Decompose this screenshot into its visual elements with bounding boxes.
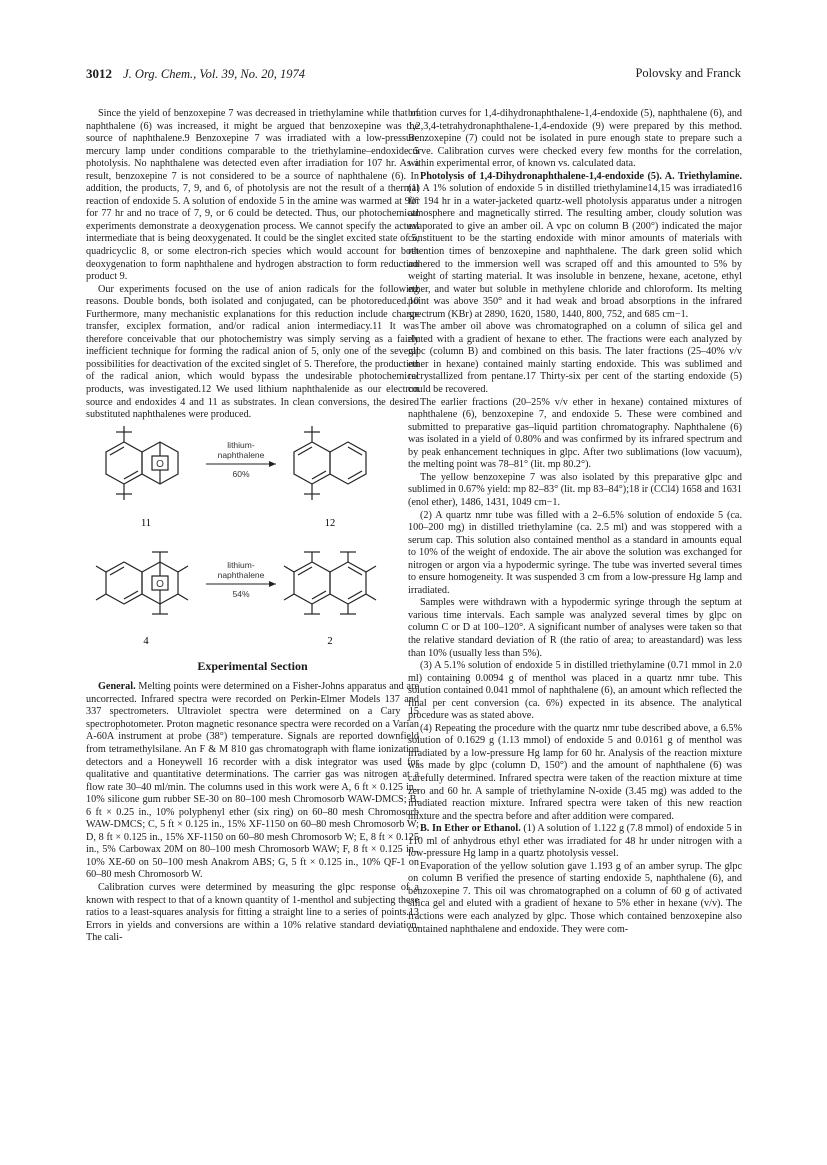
paragraph: Since the yield of benzoxepine 7 was decreased in triethylamine while that of naphthalene (6) was increased, it might be argued that benzoxepine was the source of naphthalene.9 Benzoxepine 7 was irradiated with a low-pressure mercury lamp under conditions comparable to the triethylamine–endoxide 5 photolysis. No naphthalene was detected even after irradiation for 107 hr. As a result, benzoxepine 7 is not considered to be a source of naphthalene (6). In addition, the products, 7, 9, and 6, of photolysis are not the result of a thermal reaction of endoxide 5. A solution of endoxide 5 in the amine was warmed at 90° for 77 hr and no trace of 7, 9, or 6 could be detected. Thus, our photochemical experiments demonstrate a deoxygenation process. We cannot specify the actual intermediate that is being deoxygenated. It could be the singlet excited state of 5, quadricyclic 8, or some electron-rich species which would account for both deoxygenation to form naphthalene and hydrogen abstraction to form reduction product 9. [86,108,419,283]
photolysis-lead: Photolysis of 1,4-Dihydronaphthalene-1,4-endoxide (5). A. Triethylamine. [420,170,742,182]
photolysis-body: (1) A 1% solution of endoxide 5 in distilled triethylamine14,15 was irradiated16 for 194 hr in a water-jacketed quartz-well photolysis apparatus under a nitrogen atmosphere and magnetically stirred. The resulting amber, cloudy solution was evaporated to give an amber oil. A vpc on column B (200°) indicated the major constituent to be the starting endoxide with minor amounts of materials with retention times of benzoxepine and naphthalene. The dark green solid which adhered to the immersion well was scraped off and this amounted to 5% by weight of starting material. It was insoluble in benzene, hexane, acetone, ethyl ether, and water but soluble in methylene chloride and chloroform. Its melting point was above 350° and it had weak and broad absorptions in the infrared spectrum (KBr) at 2890, 1620, 1580, 1440, 800, 752, and 685 cm−1. [408,183,742,320]
paragraph: The yellow benzoxepine 7 was also isolated by this preparative glpc and sublimed in 0.67% yield: mp 82–83° (lit. mp 83–84°);18 ir (CCl4) 1658 and 1631 (enol ether), 1486, 1431, 1049 cm−1. [408,471,742,508]
paragraph: (4) Repeating the procedure with the quartz nmr tube described above, a 6.5% solution of 0.1629 g (1.13 mmol) of endoxide 5 and 0.0161 g of menthol was irradiated by a low-pressure Hg lamp for 60 hr. Analysis of the reaction mixture was made by glpc (column D, 150°) and the amount of naphthalene (6) was carefully determined. Infrared spectra were taken of the reaction mixture at time zero and 60 hr. A sample of triethylamine N-oxide (3.45 mg) was added to the irradiated reaction mixture. Infrared spectra were taken of this new reaction mixture and the spectra before and after addition were compared. [408,722,742,822]
paragraph: bration curves for 1,4-dihydronaphthalene-1,4-endoxide (5), naphthalene (6), and 1,2,3,4-tetrahydronaphthalene-1,4-endoxide (9) were prepared by this method. Benzoxepine (7) could not be isolated in pure enough state to prepare such a curve. Calibration curves were checked every few months for the correlation, within experimental error, of known vs. calculated data. [408,108,742,170]
journal-citation: J. Org. Chem., Vol. 39, No. 20, 1974 [123,67,305,81]
arrow-head [269,581,276,587]
paragraph: (2) A quartz nmr tube was filled with a 2–6.5% solution of endoxide 5 (ca. 100–200 mg) in distilled triethylamine (ca. 2.5 ml) and was stoppered with a serum cap. This solution also contained menthol as a standard in amounts equal to 10% of the weight of endoxide. The air above the solution was exchanged for nitrogen or argon via a hypodermic syringe. The tube was inverted several times to ensure homogeneity. It was suspended 3 cm from a low-pressure Hg lamp and irradiated. [408,509,742,596]
compound-2-structure [284,552,376,614]
paragraph-ether [408,823,742,861]
general-body: Melting points were determined on a Fisher-Johns apparatus and are uncorrected. Infrared spectra were recorded on Perkin-Elmer Models 137 and 337 spectrometers. Ultraviolet spectra were determined on a Cary 15 spectrophotometer. Proton magnetic resonance spectra were recorded on a Varian A-60A instrument at probe (38°) temperature. Signals are reported downfield from tetramethylsilane. An F & M 810 gas chromatograph with flame ionization detectors and a Honeywell 16 recorder with a disk integrator was used for qualitative and quantitative determinations. The carrier gas was nitrogen at a flow rate 30–40 ml/min. The columns used in this work were A, 6 ft × 0.125 in., 10% silicone gum rubber SE-30 on 80–100 mesh Chromosorb WAW-DMCS; B, 6 ft × 0.25 in., 10% polyphenyl ether (six ring) on 60–80 mesh Chromosorb WAW-DMCS; C, 5 ft × 0.125 in., 15% XF-1150 on 60–80 mesh Chromosorb W; D, 8 ft × 0.125 in., 15% XF-1150 on 60–80 mesh Chromosorb W; E, 8 ft × 0.125 in., 5% Carbowax 20M on 80–100 mesh Chromosorb WAW; F, 8 ft × 0.125 in., 10% XE-60 on 50–100 mesh Anakrom ABS; G, 5 ft × 0.125 in., 10% QF-1 on 60–80 mesh Chromosorb W. [86,681,419,881]
yield-label: 54% [232,588,250,599]
paragraph: Our experiments focused on the use of anion radicals for the following reasons. Double bonds, both isolated and conjugated, can be photoreduced.10 Furthermore, many mechanistic explanations for this reduction include charge transfer, exciplex formation, and/or radical anion intermediacy.11 It was therefore conceivable that our photochemistry was simply serving as a fairly inefficient technique for forming the radical anion of 5, only one of the several possibilities for deactivation of the excited singlet of 5. Therefore, the production of the radical anion, which would bypass the undesirable photochemical products, was investigated.12 We used lithium naphthalenide as our electron source and endoxides 4 and 11 as substrates. In clean conversions, the desired substituted naphthalenes were produced. [86,283,419,421]
paragraph: Evaporation of the yellow solution gave 1.193 g of an amber syrup. The glpc on column B verified the presence of starting endoxide 5, naphthalene (6), and benzoxepine 7. This oil was chromatographed on a column of 60 g of activated silica gel and eluted with a gradient of hexane to 5% ether in hexane (v/v). The fractions were each analyzed by glpc. Those which contained benzoxepine also contained naphthalene and endoxide. They were com- [408,860,742,935]
arrow-head [269,461,276,467]
compound-label-12: 12 [324,517,336,529]
paragraph: (3) A 5.1% solution of endoxide 5 in distilled triethylamine (0.71 mmol in 2.0 ml) containing 0.0094 g of menthol was placed in a quartz nmr tube. This solution contained 0.041 mmol of naphthalene (6), an amount which reflected the final per cent conversion (ca. 6%) expected in its absence. The analytical procedure was as stated above. [408,660,742,722]
reagent-line2: naphthalene [217,569,265,580]
section-heading: Experimental Section [197,658,308,673]
ether-body: (1) A solution of 1.122 g (7.8 mmol) of endoxide 5 in 110 ml of anhydrous ethyl ether was irradiated for 48 hr under nitrogen with a low-pressure Hg lamp in a quartz photolysis vessel. [408,823,742,860]
right-column [408,108,742,936]
compound-4-structure [96,552,188,614]
reagent-line1: lithium- [227,559,255,570]
ring-oxygen-11: O [156,458,164,470]
paragraph: Calibration curves were determined by measuring the glpc response of a known with respect to that of a known quantity of 1-menthol and subjecting these ratios to a least-squares analysis for fitting a straight line to a series of points.13 Errors in yields and conversions are within a 10% relative standard deviation. The cali- [86,881,420,944]
page-number: 3012 [86,66,112,81]
reaction-scheme-figure [86,422,419,760]
reagent-line2: naphthalene [217,449,265,460]
reaction-schemes [86,422,419,660]
compound-label-11: 11 [140,517,152,529]
running-authors: Polovsky and Franck [635,66,741,80]
yield-label: 60% [232,468,250,479]
ether-lead: B. In Ether or Ethanol. [420,823,521,835]
paragraph-photolysis [408,171,742,322]
paragraph: Samples were withdrawn with a hypodermic syringe through the septum at various time intervals. Each sample was analyzed several times by glpc on column C or D at 100–120°. A significant number of analyses were taken so that the relative standard deviation of R (the ratio of area; to areastandard) was less than 10% (usually less than 5%). [408,597,742,659]
running-header [86,66,741,84]
compound-11-structure [106,426,178,500]
compound-label-4: 4 [143,635,149,647]
reagent-line1: lithium- [227,439,255,450]
compound-label-2: 2 [327,635,333,647]
paragraph: The earlier fractions (20–25% v/v ether in hexane) contained mixtures of naphthalene (6), benzoxepine 7, and endoxide 5. These were combined and submitted to preparative gas–liquid partition chromatography. Naphthalene (6) was isolated in a yield of 0.80% and was confirmed by its infrared spectrum and by peak enhancement techniques in glpc. After two sublimations (low vacuum), the melting point was 78–81° (lit. mp 80.2°). [408,396,742,471]
general-lead: General. [98,681,136,693]
paragraph: The amber oil above was chromatographed on a column of silica gel and eluted with a gradient of hexane to ether. The fractions were each analyzed by glpc (column B) and combined on this basis. The later fractions (25–40% v/v ether in hexane) contained mainly starting endoxide. This was sublimed and recrystallized from pentane.17 Thirty-six per cent of the starting endoxide (5) could be recovered. [408,321,742,396]
compound-12-structure [294,426,366,500]
ring-oxygen-4: O [156,578,164,590]
left-column [86,108,419,945]
